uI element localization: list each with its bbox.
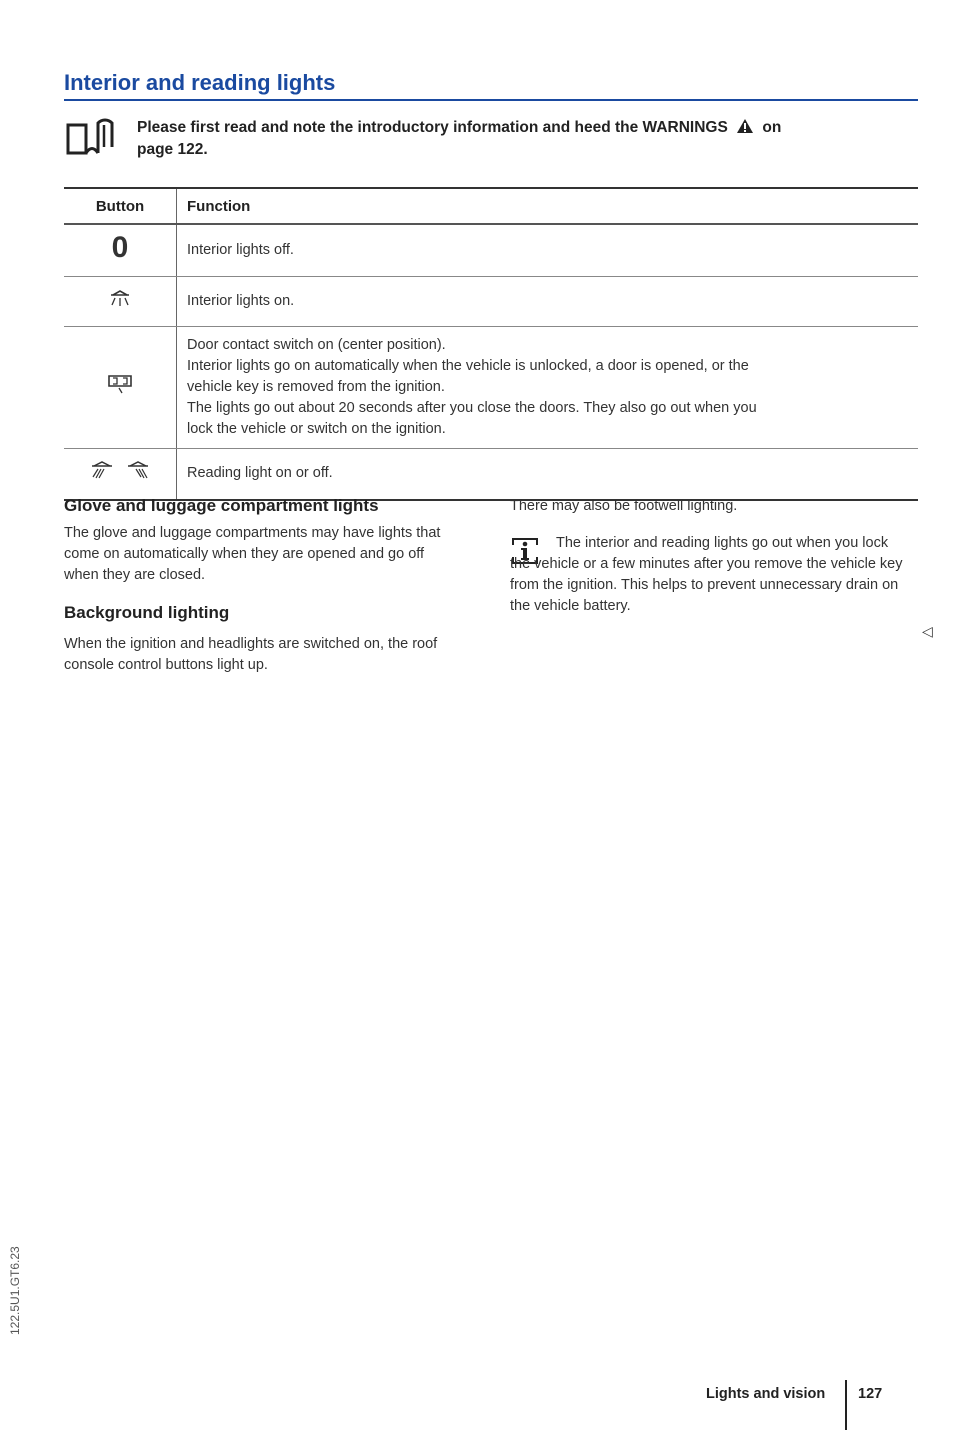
background-heading: Background lighting <box>64 603 230 622</box>
table-row <box>64 448 918 500</box>
note-text: The interior and reading lights go out when you lock the vehicle or a few minutes after you remove the vehicle key from the ignition. This helps to prevent unnecessary drain on the vehicle battery. <box>510 535 903 614</box>
header-function: Function <box>177 188 919 224</box>
footer-rule <box>845 1380 847 1430</box>
header-button: Button <box>64 188 177 224</box>
footer-section-title: Lights and vision <box>706 1386 826 1402</box>
end-of-section-mark: ◁ <box>922 623 933 639</box>
table-row <box>64 276 918 326</box>
intro-page-ref[interactable]: page 122. <box>137 141 208 158</box>
title-rule <box>64 99 918 101</box>
table-row <box>64 326 918 448</box>
intro-note <box>137 117 897 161</box>
row-function-line: Interior lights go on automatically when the vehicle is unlocked, a door is opened, or the <box>187 357 749 374</box>
interior-light-on-icon <box>103 288 137 308</box>
row-function-line: vehicle key is removed from the ignition. <box>187 378 445 395</box>
row-function-line: The lights go out about 20 seconds after you close the doors. They also go out when you <box>187 399 757 416</box>
zero-button-glyph: 0 <box>111 230 129 264</box>
table-row <box>64 224 918 276</box>
row-function-line: Door contact switch on (center position). <box>187 336 446 353</box>
reading-light-left-icon <box>88 460 118 480</box>
door-contact-icon <box>103 372 137 396</box>
glove-heading: Glove and luggage compartment lights <box>64 496 379 515</box>
table-header-row <box>64 188 918 224</box>
reading-light-right-icon <box>122 460 152 480</box>
intro-on: on <box>762 119 782 136</box>
background-text: When the ignition and headlights are switched on, the roof console control buttons light up. <box>64 636 438 673</box>
glove-text: The glove and luggage compartments may have lights that come on automatically when they are opened and go off when they are closed. <box>64 525 441 583</box>
page-title: Interior and reading lights <box>64 70 336 95</box>
document-code: 122.5U1.GT6.23 <box>8 1246 22 1335</box>
row-function-text: Interior lights on. <box>177 276 919 326</box>
row-function-text: Interior lights off. <box>177 224 919 276</box>
warning-icon <box>736 118 754 134</box>
book-icon <box>64 117 120 161</box>
row-function-text: Reading light on or off. <box>177 448 919 500</box>
row-function-line: lock the vehicle or switch on the ignition. <box>187 420 446 437</box>
intro-text: Please first read and note the introductory information and heed the WARNINGS <box>137 119 728 136</box>
footwell-text: There may also be footwell lighting. <box>510 498 738 514</box>
function-table <box>64 187 918 501</box>
page-number: 127 <box>858 1386 883 1402</box>
